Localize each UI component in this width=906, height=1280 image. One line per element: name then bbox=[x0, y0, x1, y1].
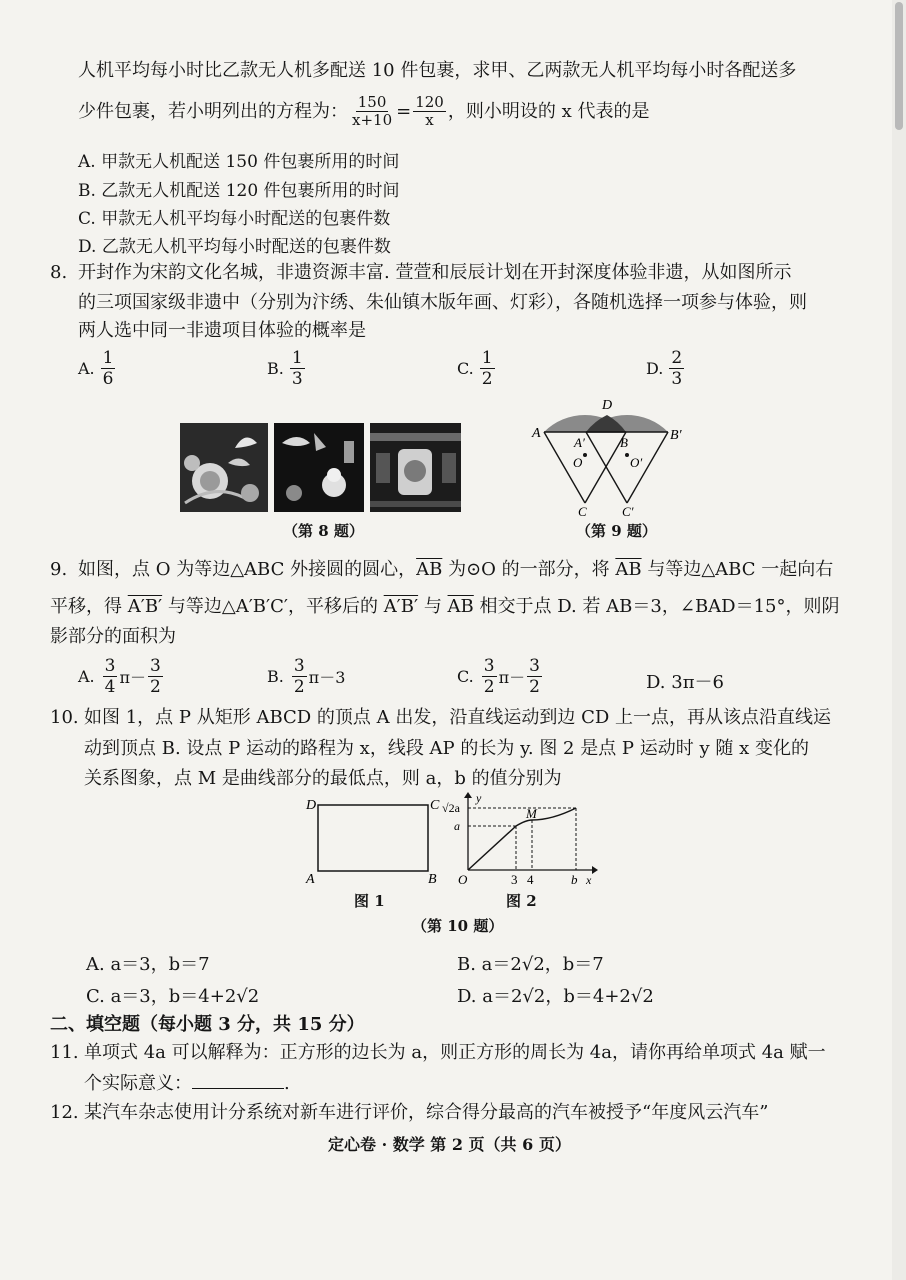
q7-eq-left-num: 150 bbox=[357, 93, 387, 111]
lantern-image bbox=[370, 423, 461, 512]
q10-option-b: B. a＝2√2，b＝7 bbox=[457, 954, 604, 975]
q11-line2 bbox=[84, 1070, 290, 1097]
q7-eq-left bbox=[350, 94, 394, 129]
woodblock-print-image bbox=[274, 423, 364, 512]
q8-option-a-num: 1 bbox=[102, 348, 114, 368]
q9-option-a-frac2 bbox=[148, 656, 163, 697]
fig2-label-a: a bbox=[454, 819, 460, 833]
section-fill-in-title: 二、填空题（每小题 3 分，共 15 分） bbox=[50, 1014, 365, 1035]
q10-line2: 动到顶点 B. 设点 P 运动的路程为 x，线段 AP 的长为 y. 图 2 是点 P 运动时 y 随 x 变化的 bbox=[84, 738, 809, 759]
fig1-label-a: A bbox=[306, 872, 315, 887]
q9-label-c-prime: C′ bbox=[622, 504, 634, 517]
q10-caption: （第 10 题） bbox=[412, 917, 504, 935]
q9-option-c-letter: C. bbox=[457, 667, 474, 686]
q9-option-c-d2: 2 bbox=[529, 677, 540, 697]
q9-option-b-letter: B. bbox=[267, 667, 284, 686]
q8-line1: 开封作为宋韵文化名城，非遗资源丰富. 萱萱和辰辰计划在开封深度体验非遗，从如图所示 bbox=[78, 262, 792, 283]
q9-option-d-text: 3π－6 bbox=[671, 672, 724, 693]
q9-caption: （第 9 题） bbox=[576, 522, 657, 540]
q7-line2-pre: 少件包裹，若小明列出的方程为： bbox=[78, 100, 348, 122]
q8-option-c-den: 2 bbox=[481, 369, 493, 389]
q10-option-c: C. a＝3，b＝4+2√2 bbox=[86, 986, 260, 1007]
q11-line2-pre: 个实际意义： bbox=[84, 1073, 192, 1094]
fig1-label-d: D bbox=[306, 798, 317, 813]
q9-option-c-frac1 bbox=[482, 656, 497, 697]
scrollbar[interactable] bbox=[892, 0, 906, 1280]
q9-line1-a: 如图，点 O 为等边△ABC 外接圆的圆心， bbox=[78, 559, 417, 580]
rectangle-abcd bbox=[318, 805, 428, 871]
q11-answer-blank bbox=[192, 1070, 284, 1089]
embroidery-photo bbox=[180, 423, 268, 512]
q10-option-a: A. a＝3，b＝7 bbox=[86, 954, 210, 975]
q9-option-a-mid: π－ bbox=[119, 668, 146, 687]
fig1-label-c: C bbox=[430, 798, 440, 813]
q10-option-d: D. a＝2√2，b＝4+2√2 bbox=[457, 986, 654, 1007]
q8-option-d-letter: D. bbox=[646, 359, 664, 378]
fig2-label-m: M bbox=[526, 806, 537, 821]
q7-option-d: D. 乙款无人机平均每小时配送的包裹件数 bbox=[78, 237, 391, 257]
q9-line2-b: 与等边△A′B′C′，平移后的 bbox=[162, 596, 384, 617]
q8-option-b bbox=[267, 348, 307, 389]
q8-caption: （第 8 题） bbox=[283, 522, 364, 540]
q9-label-b: B bbox=[620, 435, 628, 450]
q10-number: 10. bbox=[50, 707, 79, 728]
q9-option-b-mid: π－3 bbox=[308, 668, 346, 687]
q9-label-a-prime: A′ bbox=[574, 435, 585, 450]
q9-option-c-n2: 3 bbox=[529, 656, 540, 676]
q9-line1-b: 为⊙O 的一部分，将 bbox=[442, 559, 616, 580]
scrollbar-thumb[interactable] bbox=[895, 2, 903, 130]
q9-option-c bbox=[457, 656, 544, 697]
q9-option-a-d1: 4 bbox=[104, 677, 116, 697]
q9-option-d-letter: D. bbox=[646, 672, 666, 693]
q9-option-a bbox=[78, 656, 165, 697]
q9-label-a: A bbox=[532, 426, 541, 441]
q9-label-o-prime: O′ bbox=[630, 455, 643, 470]
q10-figure-2 bbox=[440, 790, 600, 888]
q11-line1: 单项式 4a 可以解释为：正方形的边长为 a，则正方形的周长为 4a，请你再给单项式 4a 赋一 bbox=[84, 1042, 826, 1063]
fig2-label-x: x bbox=[586, 873, 592, 887]
q8-option-a-den: 6 bbox=[102, 369, 114, 389]
q9-option-b bbox=[267, 656, 345, 697]
fig2-label-root2a: √2a bbox=[442, 801, 460, 815]
embroidery-image bbox=[180, 423, 268, 512]
q9-arc-ab-text-3: $\overline{AB}$ bbox=[447, 596, 474, 617]
q9-option-c-frac2 bbox=[527, 656, 542, 697]
q9-option-a-n2: 3 bbox=[150, 656, 161, 676]
q7-option-b: B. 乙款无人机配送 120 件包裹所用的时间 bbox=[78, 181, 400, 201]
curve-segment bbox=[516, 808, 576, 826]
q9-line2 bbox=[50, 594, 840, 620]
q9-arc-ab-prime-text-2: A′B′ bbox=[383, 596, 419, 617]
q7-option-a: A. 甲款无人机配送 150 件包裹所用的时间 bbox=[78, 152, 400, 172]
q8-option-a bbox=[78, 348, 117, 389]
q7-eq-right bbox=[413, 94, 446, 129]
q7-eq-right-den: x bbox=[425, 111, 434, 129]
q8-option-d-frac bbox=[669, 348, 684, 389]
q11-line2-post: . bbox=[284, 1073, 290, 1094]
fig2-tick-3: 3 bbox=[511, 872, 518, 887]
fig2-tick-4: 4 bbox=[527, 872, 534, 887]
q9-option-d bbox=[646, 668, 724, 694]
q9-option-c-n1: 3 bbox=[483, 656, 495, 676]
q7-eq-right-num: 120 bbox=[415, 93, 444, 111]
q7-line2 bbox=[78, 94, 649, 129]
q9-line2-c: 与 bbox=[418, 596, 448, 617]
q9-option-a-frac1 bbox=[103, 656, 118, 697]
q9-option-b-n1: 3 bbox=[293, 656, 305, 676]
q10-figure-1 bbox=[300, 793, 445, 887]
q8-option-d bbox=[646, 348, 686, 389]
q12-number: 12. bbox=[50, 1102, 79, 1123]
q7-eq-equals: = bbox=[396, 100, 412, 122]
q8-option-d-num: 2 bbox=[671, 348, 683, 368]
q12-line1: 某汽车杂志使用计分系统对新车进行评价，综合得分最高的汽车被授予“年度风云汽车” bbox=[84, 1102, 769, 1123]
q10-fig1-caption: 图 1 bbox=[354, 892, 385, 910]
q8-option-b-frac bbox=[290, 348, 305, 389]
q9-label-d: D bbox=[602, 398, 613, 413]
q10-fig2-caption: 图 2 bbox=[506, 892, 537, 910]
q9-arc-ab-text: $\overline{AB}$ bbox=[416, 559, 443, 580]
fig2-tick-b: b bbox=[571, 872, 578, 887]
q9-option-b-d1: 2 bbox=[293, 677, 305, 697]
q9-option-a-n1: 3 bbox=[104, 656, 116, 676]
q8-line3: 两人选中同一非遗项目体验的概率是 bbox=[78, 320, 366, 341]
q9-arc-ab-text-2: $\overline{AB}$ bbox=[615, 559, 642, 580]
fig2-label-y: y bbox=[476, 791, 482, 805]
q8-option-a-frac bbox=[101, 348, 116, 389]
q8-option-c-frac bbox=[480, 348, 495, 389]
q8-option-b-den: 3 bbox=[291, 369, 303, 389]
q9-option-a-d2: 2 bbox=[150, 677, 161, 697]
q9-line1-c: 与等边△ABC 一起向右 bbox=[641, 559, 834, 580]
q9-option-c-mid: π－ bbox=[498, 668, 526, 687]
q9-number: 9. bbox=[50, 559, 68, 580]
q9-option-c-d1: 2 bbox=[483, 677, 495, 697]
q8-option-c-letter: C. bbox=[457, 359, 474, 378]
linear-segment bbox=[468, 826, 516, 870]
page-footer: 定心卷 · 数学 第 2 页（共 6 页） bbox=[328, 1135, 571, 1154]
q9-label-b-prime: B′ bbox=[670, 428, 682, 443]
q9-line2-a: 平移，得 bbox=[50, 596, 128, 617]
fig2-label-o: O bbox=[458, 872, 468, 887]
q9-label-o: O bbox=[573, 455, 583, 470]
q9-label-c: C bbox=[578, 504, 587, 517]
q8-option-b-letter: B. bbox=[267, 359, 284, 378]
q8-option-a-letter: A. bbox=[78, 359, 95, 378]
q9-option-a-letter: A. bbox=[78, 667, 95, 686]
fig1-label-b: B bbox=[428, 872, 437, 887]
q8-option-d-den: 3 bbox=[671, 369, 683, 389]
woodblock-print-photo bbox=[274, 423, 364, 512]
q8-number: 8. bbox=[50, 262, 68, 283]
q9-line3: 影部分的面积为 bbox=[50, 626, 176, 647]
q9-line1 bbox=[78, 557, 833, 583]
q9-option-b-frac1 bbox=[292, 656, 307, 697]
q7-line2-post: ，则小明设的 x 代表的是 bbox=[447, 100, 650, 122]
q8-line2: 的三项国家级非遗中（分别为汴绣、朱仙镇木版年画、灯彩），各随机选择一项参与体验，则 bbox=[78, 292, 807, 313]
q11-number: 11. bbox=[50, 1042, 79, 1063]
lantern-photo bbox=[370, 423, 461, 512]
q8-option-c-num: 1 bbox=[481, 348, 493, 368]
q9-line2-d: 相交于点 D. 若 AB＝3，∠BAD＝15°，则阴 bbox=[473, 596, 840, 617]
q7-eq-left-den: x+10 bbox=[352, 111, 393, 129]
q8-option-c bbox=[457, 348, 497, 389]
q10-line3: 关系图象，点 M 是曲线部分的最低点，则 a，b 的值分别为 bbox=[84, 768, 562, 789]
q7-option-c: C. 甲款无人机平均每小时配送的包裹件数 bbox=[78, 209, 391, 229]
q10-line1: 如图 1，点 P 从矩形 ABCD 的顶点 A 出发，沿直线运动到边 CD 上一点，再从该点沿直线运 bbox=[84, 707, 832, 728]
q9-arc-ab-prime-text: A′B′ bbox=[127, 596, 163, 617]
q7-line1: 人机平均每小时比乙款无人机多配送 10 件包裹，求甲、乙两款无人机平均每小时各配送多 bbox=[78, 60, 797, 81]
q8-option-b-num: 1 bbox=[291, 348, 303, 368]
q9-figure bbox=[530, 395, 700, 517]
